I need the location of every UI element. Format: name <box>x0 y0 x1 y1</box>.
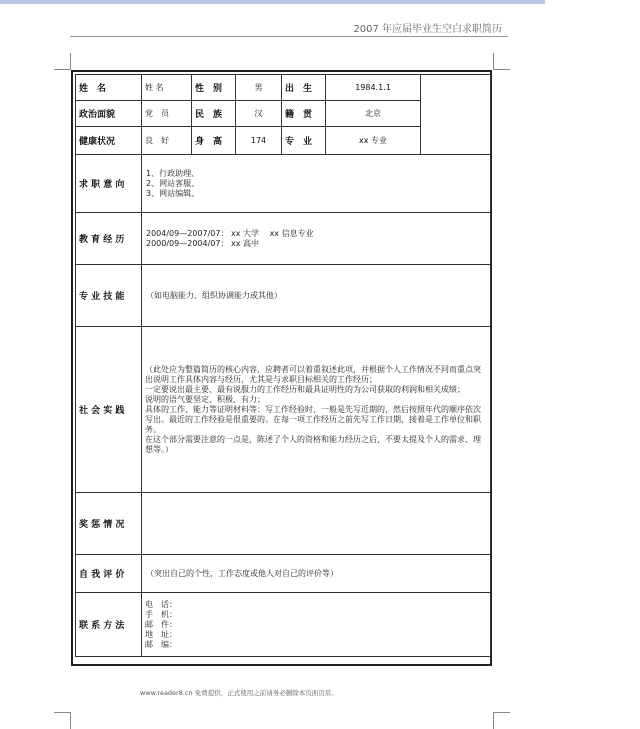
health-value: 良 好 <box>142 127 192 155</box>
practice-content <box>142 327 491 493</box>
row-objective <box>76 155 491 213</box>
objective-label: 求 职 意 向 <box>76 155 142 213</box>
ethnic-label: 民 族 <box>192 101 236 127</box>
crop-mark-top-right <box>493 53 510 70</box>
contact-item: 邮 件： <box>145 619 177 629</box>
practice-label: 社 会 实 践 <box>76 327 142 493</box>
crop-mark-bottom-left <box>54 712 71 729</box>
page-header-title: 2007 年应届毕业生空白求职简历 <box>353 24 502 35</box>
row-basic-1 <box>76 75 491 101</box>
resume-form <box>71 70 492 666</box>
gender-value: 男 <box>236 75 282 101</box>
crop-mark-top-left <box>54 53 71 70</box>
window-top-bar <box>0 0 545 4</box>
objective-item: 3、网站编辑、 <box>146 188 200 198</box>
health-label: 健康状况 <box>76 127 142 155</box>
objective-item: 1、行政助理、 <box>146 168 200 178</box>
photo-cell <box>421 75 491 155</box>
practice-paragraph: 具体的工作、能力等证明材料等：写工作经验时，一般是先写近期的，然后按照年代的顺序依次写出。最近的工作经验是很重要的。在每一项工作经历之前先写工作日期，接着是工作单位和职务。 <box>145 404 481 434</box>
practice-paragraph: （此处应为整篇简历的核心内容，应聘者可以着重叙述此项，并根据个人工作情况不同而重点突出说明工作具体内容与经历，尤其是与求职目标相关的工作经历； <box>145 364 481 384</box>
origin-value: 北京 <box>326 101 421 127</box>
political-label: 政治面貌 <box>76 101 142 127</box>
ethnic-value: 汉 <box>236 101 282 127</box>
origin-label: 籍 贯 <box>282 101 326 127</box>
awards-label: 奖 惩 情 况 <box>76 493 142 555</box>
row-education <box>76 213 491 265</box>
objective-content <box>142 155 491 213</box>
contact-content <box>142 593 491 657</box>
contact-item: 手 机： <box>145 609 177 619</box>
education-label: 教 育 经 历 <box>76 213 142 265</box>
education-item: 2000/09—2004/07： xx 高中 <box>146 238 260 248</box>
objective-item: 2、网站客服、 <box>146 178 200 188</box>
practice-paragraph: 说明的语气要坚定、积极、有力； <box>145 394 265 404</box>
crop-mark-bottom-right <box>493 712 510 729</box>
name-value: 姓 名 <box>142 75 192 101</box>
name-label: 姓 名 <box>76 75 142 101</box>
practice-paragraph: 一定要说出最主要、最有说服力的工作经历和最具证明性的为公司获取的利润和相关成绩； <box>145 384 465 394</box>
contact-item: 邮 编： <box>145 639 177 649</box>
major-label: 专 业 <box>282 127 326 155</box>
gender-label: 性 别 <box>192 75 236 101</box>
page-footer-note: www.reader8.cn 免费提供，正式使用之前请务必删除本页面页眉。 <box>140 689 338 697</box>
education-item: 2004/09—2007/07： xx 大学 xx 信息专业 <box>146 228 314 238</box>
self-eval-content: （突出自己的个性，工作态度或他人对自己的评价等） <box>142 555 491 593</box>
skills-content: （如电脑能力、组织协调能力或其他） <box>142 265 491 327</box>
contact-item: 电 话： <box>145 599 177 609</box>
birth-value: 1984.1.1 <box>326 75 421 101</box>
practice-paragraph: 在这个部分需要注意的一点是，陈述了个人的资格和能力经历之后，不要太提及个人的需求、理想等。） <box>145 434 481 454</box>
height-label: 身 高 <box>192 127 236 155</box>
political-value: 党 员 <box>142 101 192 127</box>
education-content <box>142 213 491 265</box>
self-eval-label: 自 我 评 价 <box>76 555 142 593</box>
row-awards <box>76 493 491 555</box>
major-value: xx 专业 <box>326 127 421 155</box>
row-self-eval <box>76 555 491 593</box>
contact-label: 联 系 方 法 <box>76 593 142 657</box>
contact-item: 地 址： <box>145 629 177 639</box>
skills-label: 专 业 技 能 <box>76 265 142 327</box>
row-contact <box>76 593 491 657</box>
row-practice <box>76 327 491 493</box>
resume-table <box>75 74 491 657</box>
row-skills <box>76 265 491 327</box>
awards-content <box>142 493 491 555</box>
height-value: 174 <box>236 127 282 155</box>
birth-label: 出 生 <box>282 75 326 101</box>
header-rule <box>70 36 508 37</box>
